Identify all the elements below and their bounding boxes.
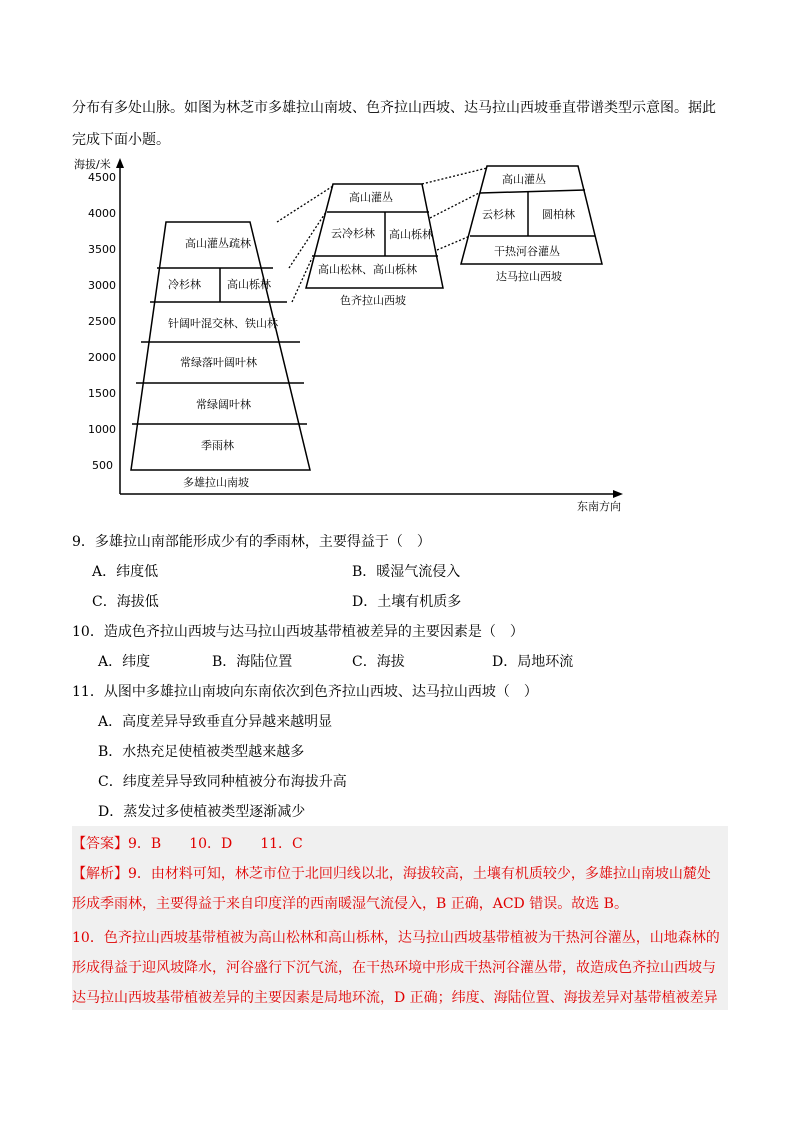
seqila-caption: 色齐拉山西坡 — [340, 294, 406, 307]
seqila-belt: 云冷杉林 — [331, 227, 375, 240]
x-axis-arrow — [613, 490, 623, 498]
duoxiongla-belt: 高山灌丛疏林 — [185, 237, 251, 250]
question-10-option-b: B．海陆位置 — [212, 654, 293, 670]
damala-belt: 圆柏林 — [542, 208, 575, 221]
analysis-line-2: 形成季雨林，主要得益于来自印度洋的西南暖湿气流侵入，B 正确，ACD 错误。故选 B。 — [72, 896, 628, 912]
analysis-line-5: 达马拉山西坡基带植被差异的主要因素是局地环流，D 正确；纬度、海陆位置、海拔差异对基带植被差异 — [72, 990, 718, 1006]
analysis-line-1 — [72, 864, 711, 884]
answer-text: 9．B 10．D 11．C — [128, 836, 303, 852]
seqila-belt: 高山松林、高山栎林 — [318, 263, 417, 276]
question-11-option-b: B．水热充足使植被类型越来越多 — [98, 744, 305, 760]
y-tick: 3000 — [88, 279, 116, 292]
y-tick: 1500 — [88, 387, 116, 400]
question-11-option-c: C．纬度差异导致同种植被分布海拔升高 — [98, 774, 347, 790]
duoxiongla-caption: 多雄拉山南坡 — [183, 476, 249, 489]
question-11-stem: 11．从图中多雄拉山南坡向东南依次到色齐拉山西坡、达马拉山西坡（ ） — [72, 684, 538, 700]
seqila-belt: 高山灌丛 — [349, 191, 393, 204]
question-11-option-a: A．高度差异导致垂直分异越来越明显 — [98, 714, 333, 730]
seqila-belt: 高山栎林 — [389, 228, 433, 241]
question-9-stem: 9．多雄拉山南部能形成少有的季雨林，主要得益于（ ） — [72, 534, 431, 550]
y-tick: 2000 — [88, 351, 116, 364]
analysis-text-1: 9．由材料可知，林芝市位于北回归线以北，海拔较高，土壤有机质较少，多雄拉山南坡山麓处 — [128, 866, 711, 882]
question-10-option-c: C．海拔 — [352, 654, 405, 670]
question-10-stem: 10．造成色齐拉山西坡与达马拉山西坡基带植被差异的主要因素是（ ） — [72, 624, 524, 640]
damala-belt: 云杉林 — [482, 208, 515, 221]
y-tick: 1000 — [88, 423, 116, 436]
x-axis-label: 东南方向 — [577, 500, 621, 513]
y-tick: 4500 — [88, 171, 116, 184]
duoxiongla-belt: 常绿阔叶林 — [196, 398, 251, 411]
duoxiongla-belt: 高山栎林 — [227, 278, 271, 291]
analysis-line-3: 10．色齐拉山西坡基带植被为高山松林和高山栎林，达马拉山西坡基带植被为干热河谷灌丛，山地森林的 — [72, 930, 720, 946]
y-tick: 500 — [92, 459, 113, 472]
analysis-line-4: 形成得益于迎风坡降水，河谷盛行下沉气流，在干热环境中形成干热河谷灌丛带，故造成色齐拉山西坡与 — [72, 960, 716, 976]
question-9-option-b: B．暖湿气流侵入 — [352, 564, 461, 580]
duoxiongla-belt: 常绿落叶阔叶林 — [180, 356, 257, 369]
intro-line-2: 完成下面小题。 — [72, 132, 170, 148]
question-10-option-a: A．纬度 — [98, 654, 151, 670]
question-10-option-d: D．局地环流 — [492, 654, 574, 670]
y-axis-label: 海拔/米 — [74, 158, 111, 171]
duoxiongla-belt: 针阔叶混交林、铁山林 — [168, 317, 278, 330]
question-11-option-d: D．蒸发过多使植被类型逐渐减少 — [98, 804, 306, 820]
damala-caption: 达马拉山西坡 — [496, 270, 562, 283]
y-tick: 3500 — [88, 243, 116, 256]
answer-tag: 【答案】 — [72, 836, 128, 852]
y-tick: 2500 — [88, 315, 116, 328]
answer-line — [72, 834, 303, 854]
duoxiongla-profile — [131, 222, 310, 470]
damala-belt: 干热河谷灌丛 — [494, 245, 560, 258]
damala-belt: 高山灌丛 — [502, 173, 546, 186]
connector-lines — [277, 168, 487, 302]
question-9-option-a: A．纬度低 — [92, 564, 159, 580]
intro-line-1: 分布有多处山脉。如图为林芝市多雄拉山南坡、色齐拉山西坡、达马拉山西坡垂直带谱类型示意图。据此 — [72, 100, 716, 116]
y-axis-arrow — [116, 158, 124, 168]
question-9-option-c: C．海拔低 — [92, 594, 159, 610]
duoxiongla-belt: 冷杉林 — [168, 278, 201, 291]
y-tick: 4000 — [88, 207, 116, 220]
duoxiongla-belt: 季雨林 — [201, 439, 234, 452]
analysis-tag: 【解析】 — [72, 866, 128, 882]
question-9-option-d: D．土壤有机质多 — [352, 594, 462, 610]
